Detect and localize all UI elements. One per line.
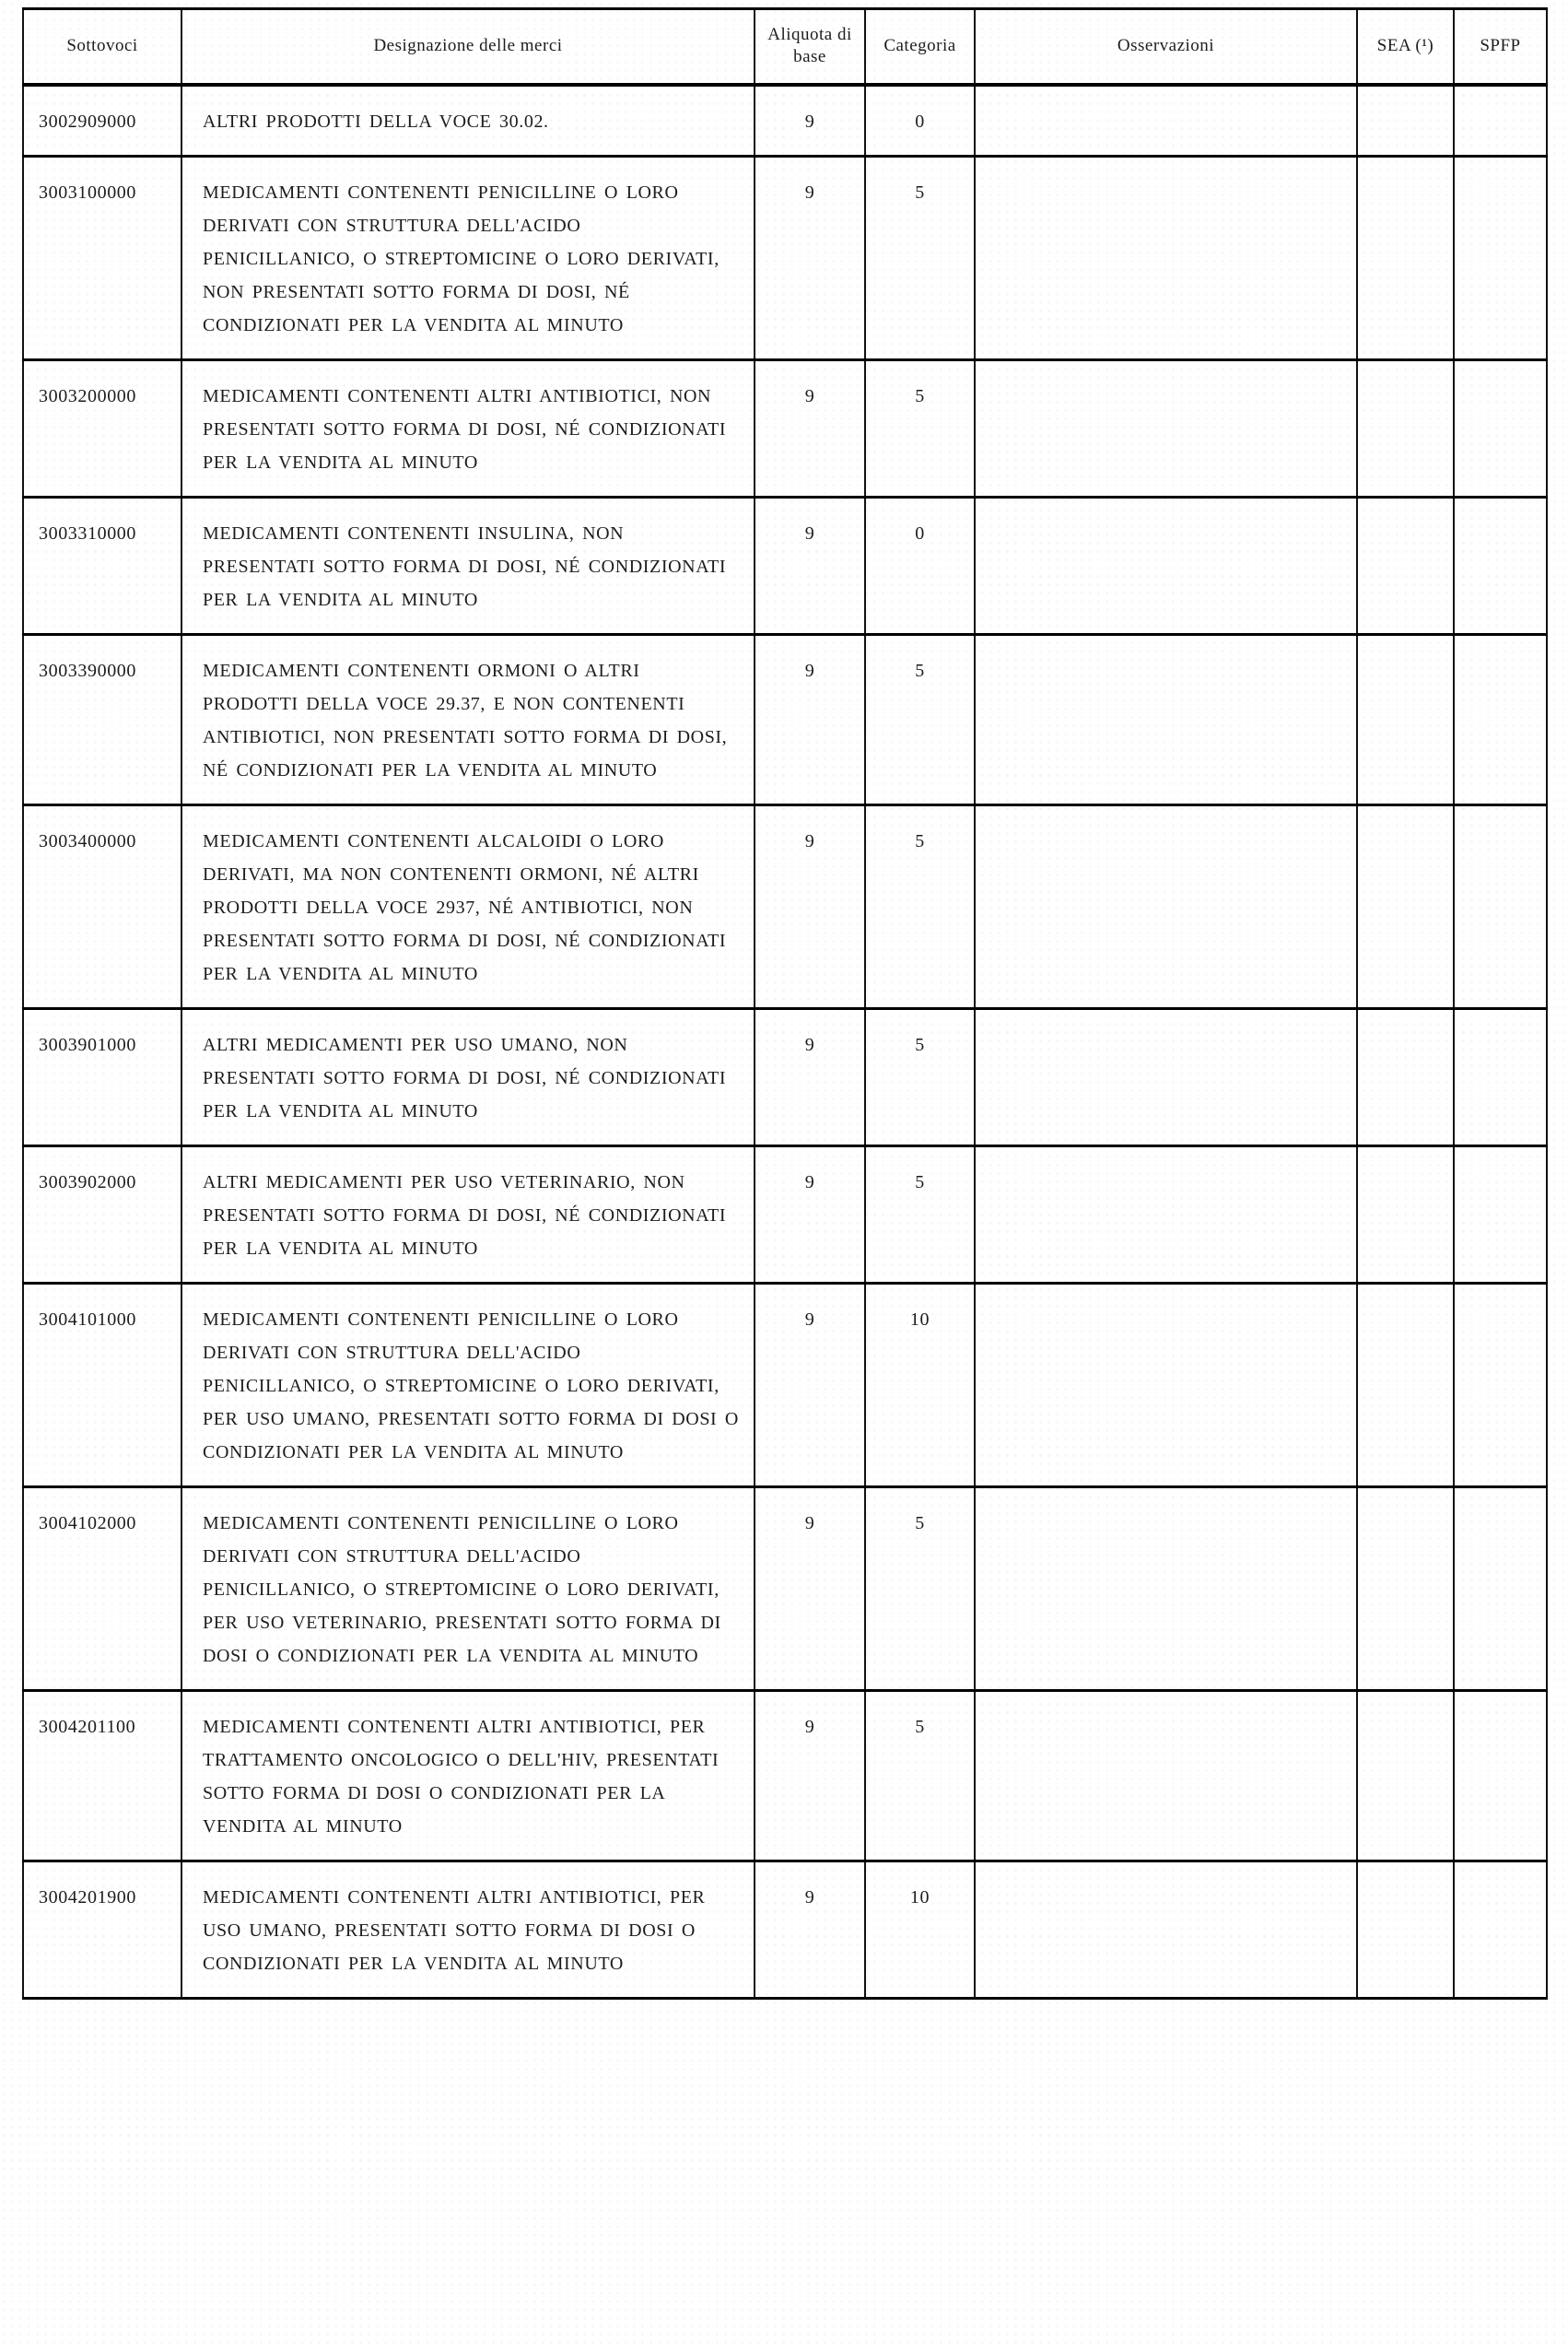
cell-categoria: 10	[865, 1283, 975, 1486]
cell-description: ALTRI MEDICAMENTI PER USO UMANO, NON PRESENTATI SOTTO FORMA DI DOSI, NÉ CONDIZIONATI PER LA VENDITA AL MINUTO	[181, 1008, 755, 1145]
table-row	[23, 1861, 1547, 1998]
cell-aliquota: 9	[755, 1145, 865, 1283]
cell-osservazioni	[975, 1283, 1357, 1486]
cell-description: MEDICAMENTI CONTENENTI ALTRI ANTIBIOTICI, NON PRESENTATI SOTTO FORMA DI DOSI, NÉ CONDIZIONATI PER LA VENDITA AL MINUTO	[181, 359, 755, 497]
cell-spfp	[1454, 1008, 1547, 1145]
cell-sea	[1357, 804, 1454, 1008]
cell-sottovoce-code: 3003902000	[23, 1145, 181, 1283]
cell-categoria: 0	[865, 497, 975, 634]
table-row	[23, 1008, 1547, 1145]
cell-osservazioni	[975, 1690, 1357, 1861]
cell-description: MEDICAMENTI CONTENENTI PENICILLINE O LORO DERIVATI CON STRUTTURA DELL'ACIDO PENICILLANICO, O STREPTOMICINE O LORO DERIVATI, PER USO VETERINARIO, PRESENTATI SOTTO FORMA DI DOSI O CONDIZIONATI PER LA VENDITA AL MINUTO	[181, 1486, 755, 1690]
cell-aliquota: 9	[755, 85, 865, 157]
cell-sottovoce-code: 3004201100	[23, 1690, 181, 1861]
cell-description: ALTRI PRODOTTI DELLA VOCE 30.02.	[181, 85, 755, 157]
cell-osservazioni	[975, 1861, 1357, 1998]
cell-sea	[1357, 497, 1454, 634]
cell-sea	[1357, 634, 1454, 804]
cell-spfp	[1454, 1486, 1547, 1690]
cell-spfp	[1454, 85, 1547, 157]
cell-sea	[1357, 156, 1454, 359]
cell-osservazioni	[975, 1486, 1357, 1690]
table-row	[23, 1145, 1547, 1283]
table-row	[23, 804, 1547, 1008]
table-row	[23, 634, 1547, 804]
cell-sottovoce-code: 3003901000	[23, 1008, 181, 1145]
cell-aliquota: 9	[755, 497, 865, 634]
cell-osservazioni	[975, 85, 1357, 157]
col-header-categoria: Categoria	[865, 9, 975, 85]
cell-sea	[1357, 85, 1454, 157]
cell-sea	[1357, 1486, 1454, 1690]
cell-spfp	[1454, 1145, 1547, 1283]
cell-categoria: 5	[865, 1486, 975, 1690]
cell-description: MEDICAMENTI CONTENENTI ALTRI ANTIBIOTICI, PER USO UMANO, PRESENTATI SOTTO FORMA DI DOSI O CONDIZIONATI PER LA VENDITA AL MINUTO	[181, 1861, 755, 1998]
cell-sea	[1357, 1145, 1454, 1283]
cell-osservazioni	[975, 1008, 1357, 1145]
col-header-osservazioni: Osservazioni	[975, 9, 1357, 85]
cell-categoria: 0	[865, 85, 975, 157]
tariff-table	[22, 7, 1548, 2000]
col-header-designazione: Designazione delle merci	[181, 9, 755, 85]
cell-description: MEDICAMENTI CONTENENTI ALCALOIDI O LORO DERIVATI, MA NON CONTENENTI ORMONI, NÉ ALTRI PRODOTTI DELLA VOCE 2937, NÉ ANTIBIOTICI, NON PRESENTATI SOTTO FORMA DI DOSI, NÉ CONDIZIONATI PER LA VENDITA AL MINUTO	[181, 804, 755, 1008]
cell-sea	[1357, 1283, 1454, 1486]
cell-aliquota: 9	[755, 1861, 865, 1998]
cell-sottovoce-code: 3003200000	[23, 359, 181, 497]
cell-categoria: 5	[865, 804, 975, 1008]
table-header	[23, 9, 1547, 85]
cell-sottovoce-code: 3003310000	[23, 497, 181, 634]
table-row	[23, 1283, 1547, 1486]
cell-sottovoce-code: 3004102000	[23, 1486, 181, 1690]
cell-categoria: 5	[865, 1690, 975, 1861]
cell-sottovoce-code: 3003390000	[23, 634, 181, 804]
cell-description: MEDICAMENTI CONTENENTI ORMONI O ALTRI PRODOTTI DELLA VOCE 29.37, E NON CONTENENTI ANTIBIOTICI, NON PRESENTATI SOTTO FORMA DI DOSI, NÉ CONDIZIONATI PER LA VENDITA AL MINUTO	[181, 634, 755, 804]
cell-description: MEDICAMENTI CONTENENTI INSULINA, NON PRESENTATI SOTTO FORMA DI DOSI, NÉ CONDIZIONATI PER LA VENDITA AL MINUTO	[181, 497, 755, 634]
cell-categoria: 5	[865, 359, 975, 497]
table-row	[23, 359, 1547, 497]
col-header-sottovoci: Sottovoci	[23, 9, 181, 85]
cell-description: ALTRI MEDICAMENTI PER USO VETERINARIO, NON PRESENTATI SOTTO FORMA DI DOSI, NÉ CONDIZIONATI PER LA VENDITA AL MINUTO	[181, 1145, 755, 1283]
cell-sottovoce-code: 3003400000	[23, 804, 181, 1008]
cell-sea	[1357, 1690, 1454, 1861]
table-row	[23, 156, 1547, 359]
cell-spfp	[1454, 804, 1547, 1008]
table-body	[23, 85, 1547, 1999]
col-header-sea: SEA (¹)	[1357, 9, 1454, 85]
cell-description: MEDICAMENTI CONTENENTI ALTRI ANTIBIOTICI, PER TRATTAMENTO ONCOLOGICO O DELL'HIV, PRESENTATI SOTTO FORMA DI DOSI O CONDIZIONATI PER LA VENDITA AL MINUTO	[181, 1690, 755, 1861]
cell-description: MEDICAMENTI CONTENENTI PENICILLINE O LORO DERIVATI CON STRUTTURA DELL'ACIDO PENICILLANICO, O STREPTOMICINE O LORO DERIVATI, NON PRESENTATI SOTTO FORMA DI DOSI, NÉ CONDIZIONATI PER LA VENDITA AL MINUTO	[181, 156, 755, 359]
cell-sottovoce-code: 3003100000	[23, 156, 181, 359]
cell-aliquota: 9	[755, 156, 865, 359]
cell-sea	[1357, 1008, 1454, 1145]
cell-osservazioni	[975, 634, 1357, 804]
cell-sea	[1357, 359, 1454, 497]
cell-categoria: 10	[865, 1861, 975, 1998]
cell-categoria: 5	[865, 156, 975, 359]
cell-osservazioni	[975, 804, 1357, 1008]
cell-spfp	[1454, 497, 1547, 634]
table-row	[23, 497, 1547, 634]
table-row	[23, 85, 1547, 157]
cell-aliquota: 9	[755, 1486, 865, 1690]
cell-spfp	[1454, 634, 1547, 804]
cell-aliquota: 9	[755, 1008, 865, 1145]
cell-categoria: 5	[865, 1145, 975, 1283]
cell-sottovoce-code: 3002909000	[23, 85, 181, 157]
cell-sottovoce-code: 3004201900	[23, 1861, 181, 1998]
table-row	[23, 1690, 1547, 1861]
cell-spfp	[1454, 1861, 1547, 1998]
col-header-aliquota: Aliquota di base	[755, 9, 865, 85]
cell-osservazioni	[975, 156, 1357, 359]
table-row	[23, 1486, 1547, 1690]
cell-aliquota: 9	[755, 804, 865, 1008]
col-header-spfp: SPFP	[1454, 9, 1547, 85]
cell-categoria: 5	[865, 1008, 975, 1145]
cell-aliquota: 9	[755, 1690, 865, 1861]
header-row	[23, 9, 1547, 85]
cell-spfp	[1454, 1283, 1547, 1486]
cell-spfp	[1454, 359, 1547, 497]
cell-osservazioni	[975, 497, 1357, 634]
cell-osservazioni	[975, 359, 1357, 497]
cell-sottovoce-code: 3004101000	[23, 1283, 181, 1486]
cell-aliquota: 9	[755, 1283, 865, 1486]
cell-spfp	[1454, 1690, 1547, 1861]
cell-description: MEDICAMENTI CONTENENTI PENICILLINE O LORO DERIVATI CON STRUTTURA DELL'ACIDO PENICILLANICO, O STREPTOMICINE O LORO DERIVATI, PER USO UMANO, PRESENTATI SOTTO FORMA DI DOSI O CONDIZIONATI PER LA VENDITA AL MINUTO	[181, 1283, 755, 1486]
cell-osservazioni	[975, 1145, 1357, 1283]
cell-aliquota: 9	[755, 359, 865, 497]
cell-spfp	[1454, 156, 1547, 359]
cell-categoria: 5	[865, 634, 975, 804]
cell-aliquota: 9	[755, 634, 865, 804]
cell-sea	[1357, 1861, 1454, 1998]
